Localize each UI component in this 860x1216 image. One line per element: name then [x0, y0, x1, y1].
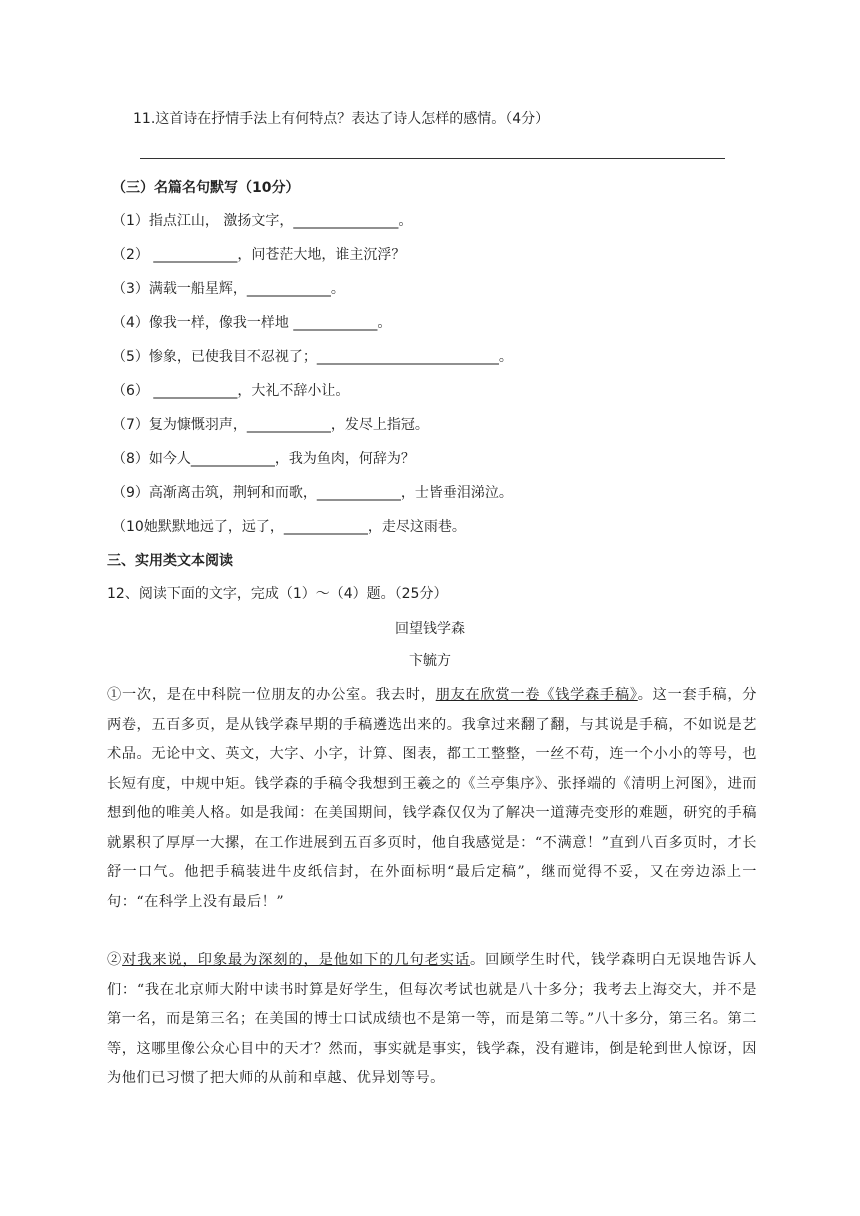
fill-item: （3）满载一船星辉，____________。 [112, 281, 345, 297]
fill-item: （6） ____________，大礼不辞小让。 [112, 383, 350, 399]
paragraph-1: ①一次，是在中科院一位朋友的办公室。我去时，朋友在欣赏一卷《钱学森手稿》。这一套手稿，分两卷，五百多页，是从钱学森早期的手稿遴选出来的。我拿过来翻了翻，与其说是手稿，不如说是艺术品。无论中文、英文，大字、小字，计算、图表，都工工整整，一丝不苟，连一个小小的等号，也长短有度，中规中矩。钱学森的手稿令我想到王羲之的《兰亭集序》、张择端的《清明上河图》，进而想到他的唯美人格。如是我闻：在美国期间，钱学森仅仅为了解决一道薄壳变形的难题，研究的手稿就累积了厚厚一大摞，在工作进展到五百多页时，他自我感觉是：“不满意！”直到八百多页时，才长舒一口气。他把手稿装进牛皮纸信封，在外面标明“最后定稿”，继而觉得不妥，又在旁边添上一句：“在科学上没有最后！” [107, 687, 757, 910]
fill-item: （9）高渐离击筑，荆轲和而歌，____________，士皆垂泪涕泣。 [112, 485, 513, 501]
fill-item: （4）像我一样，像我一样地 ____________。 [112, 315, 392, 331]
fill-item: （2） ____________，问苍茫大地，谁主沉浮？ [112, 247, 406, 263]
question-12: 12、阅读下面的文字，完成（1）～（4）题。（25分） [107, 586, 448, 602]
part-3-title: 三、实用类文本阅读 [107, 553, 233, 569]
question-11: 11.这首诗在抒情手法上有何特点？表达了诗人怎样的感情。（4分） [133, 111, 550, 127]
article-title: 回望钱学森 [395, 621, 465, 637]
article-author: 卞毓方 [409, 653, 451, 669]
section-3-title: （三）名篇名句默写（10分） [112, 180, 300, 196]
underlined-phrase: 对我来说，印象最为深刻的，是他如下的几句老实话 [122, 952, 471, 968]
answer-line [140, 158, 725, 159]
fill-item: （5）惨象，已使我目不忍视了；__________________________。 [112, 349, 513, 365]
underlined-phrase: 朋友在欣赏一卷《钱学森手稿》 [435, 687, 638, 703]
fill-item: （10她默默地远了，远了，____________，走尽这雨巷。 [112, 519, 466, 535]
fill-item: （7）复为慷慨羽声，____________，发尽上指冠。 [112, 417, 429, 433]
fill-item: （1）指点江山， 激扬文字，_______________。 [112, 213, 413, 229]
paragraph-2: ②对我来说，印象最为深刻的，是他如下的几句老实话。回顾学生时代，钱学森明白无误地告诉人们：“我在北京师大附中读书时算是好学生，但每次考试也就是八十多分；我考去上海交大，并不是第一名，而是第三名；在美国的博士口试成绩也不是第一等，而是第二等。”八十多分，第三名。第二等，这哪里像公众心目中的天才？然而，事实就是事实，钱学森，没有避讳，倒是轮到世人惊讶，因为他们已习惯了把大师的从前和卓越、优异划等号。 [107, 952, 757, 1086]
fill-item: （8）如今人____________，我为鱼肉，何辞为？ [112, 451, 415, 467]
